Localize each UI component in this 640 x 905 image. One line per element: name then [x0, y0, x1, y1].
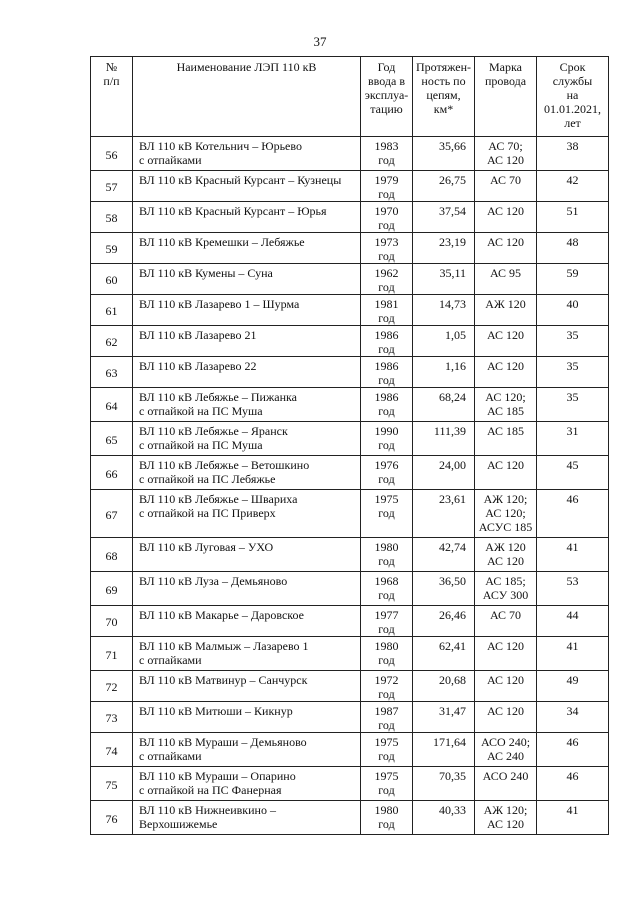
cell-line: АС 120	[486, 673, 525, 687]
cell-wire	[475, 702, 537, 733]
cell-length: 20,68	[413, 671, 475, 702]
cell-line: с отпайкой на ПС Лебяжье	[139, 472, 276, 486]
cell-wire	[475, 264, 537, 295]
cell-line: год	[378, 554, 395, 568]
cell-line: ВЛ 110 кВ Лазарево 21	[139, 328, 257, 342]
cell-line: ВЛ 110 кВ Лебяжье – Ветошкино	[139, 458, 310, 472]
cell-line: ВЛ 110 кВ Малмыж – Лазарево 1	[139, 639, 309, 653]
cell-name	[133, 388, 361, 422]
cell-line: год	[378, 153, 395, 167]
cell-year	[361, 490, 413, 538]
power-lines-table	[90, 56, 609, 835]
cell-line: 1986	[374, 359, 399, 373]
cell-year	[361, 767, 413, 801]
cell-length: 68,24	[413, 388, 475, 422]
cell-year	[361, 702, 413, 733]
cell-life: 41	[537, 637, 609, 671]
cell-line: эксплуа-	[364, 88, 409, 102]
table-row	[91, 733, 609, 767]
header-length	[413, 57, 475, 137]
cell-name	[133, 801, 361, 835]
cell-length: 26,75	[413, 171, 475, 202]
cell-num: 70	[91, 606, 133, 637]
cell-life: 41	[537, 801, 609, 835]
cell-length: 171,64	[413, 733, 475, 767]
cell-num: 62	[91, 326, 133, 357]
page-number: 37	[313, 34, 327, 49]
cell-name	[133, 422, 361, 456]
cell-line: провода	[484, 74, 527, 88]
cell-num: 73	[91, 702, 133, 733]
cell-line: 1983	[374, 139, 399, 153]
header-wire	[475, 57, 537, 137]
cell-line: ВЛ 110 кВ Нижнеивкино –	[139, 803, 276, 817]
cell-line: Год	[377, 60, 396, 74]
cell-line: ВЛ 110 кВ Кумены – Суна	[139, 266, 273, 280]
cell-line: ВЛ 110 кВ Мураши – Опарино	[139, 769, 296, 783]
cell-wire	[475, 357, 537, 388]
cell-num: 66	[91, 456, 133, 490]
cell-line: тацию	[370, 102, 403, 116]
cell-name	[133, 295, 361, 326]
cell-line: год	[378, 438, 395, 452]
cell-line: ВЛ 110 кВ Лазарево 22	[139, 359, 257, 373]
cell-line: 1972	[374, 673, 399, 687]
cell-line: Марка	[489, 60, 522, 74]
cell-wire	[475, 572, 537, 606]
cell-year	[361, 202, 413, 233]
cell-life: 59	[537, 264, 609, 295]
cell-line: год	[378, 718, 395, 732]
cell-line: год	[378, 783, 395, 797]
cell-line: год	[378, 749, 395, 763]
cell-line: 1968	[374, 574, 399, 588]
cell-line: ВЛ 110 кВ Луговая – УХО	[139, 540, 274, 554]
cell-num: 59	[91, 233, 133, 264]
cell-year	[361, 538, 413, 572]
cell-length: 23,61	[413, 490, 475, 538]
cell-line: АС 120	[486, 328, 525, 342]
cell-line: ВЛ 110 кВ Лебяжье – Яранск	[139, 424, 288, 438]
cell-line: ВЛ 110 кВ Лебяжье – Пижанка	[139, 390, 297, 404]
cell-name	[133, 326, 361, 357]
table-row	[91, 137, 609, 171]
cell-year	[361, 671, 413, 702]
cell-line: АС 120	[486, 153, 525, 167]
cell-line: АС 120	[486, 639, 525, 653]
cell-year	[361, 422, 413, 456]
cell-line: АС 120	[486, 704, 525, 718]
cell-wire	[475, 767, 537, 801]
cell-line: ВЛ 110 кВ Мураши – Демьяново	[139, 735, 307, 749]
cell-line: с отпайкой на ПС Фанерная	[139, 783, 282, 797]
table-row	[91, 637, 609, 671]
table-row	[91, 572, 609, 606]
cell-num: 67	[91, 490, 133, 538]
cell-length: 1,16	[413, 357, 475, 388]
cell-line: АС 70	[489, 173, 522, 187]
cell-wire	[475, 801, 537, 835]
cell-name	[133, 767, 361, 801]
cell-name	[133, 202, 361, 233]
cell-year	[361, 295, 413, 326]
table-row	[91, 233, 609, 264]
cell-line: 01.01.2021,	[544, 102, 601, 116]
cell-line: Протяжен-	[416, 60, 471, 74]
cell-line: ВЛ 110 кВ Матвинур – Санчурск	[139, 673, 308, 687]
cell-line: АС 240	[486, 749, 525, 763]
cell-length: 70,35	[413, 767, 475, 801]
cell-line: 1962	[374, 266, 399, 280]
cell-wire	[475, 637, 537, 671]
cell-name	[133, 490, 361, 538]
cell-line: ВЛ 110 кВ Луза – Демьяново	[139, 574, 288, 588]
cell-line: год	[378, 280, 395, 294]
cell-life: 44	[537, 606, 609, 637]
cell-length: 1,05	[413, 326, 475, 357]
cell-line: год	[378, 404, 395, 418]
cell-line: 1990	[374, 424, 399, 438]
table-row	[91, 202, 609, 233]
cell-line: АЖ 120	[485, 540, 526, 554]
cell-wire	[475, 295, 537, 326]
cell-life: 34	[537, 702, 609, 733]
cell-line: год	[378, 817, 395, 831]
cell-line: с отпайкой на ПС Приверх	[139, 506, 276, 520]
cell-year	[361, 606, 413, 637]
cell-line: с отпайками	[139, 653, 202, 667]
cell-line: ВЛ 110 кВ Красный Курсант – Кузнецы	[139, 173, 342, 187]
cell-name	[133, 572, 361, 606]
cell-line: год	[378, 311, 395, 325]
cell-length: 35,66	[413, 137, 475, 171]
cell-length: 37,54	[413, 202, 475, 233]
cell-length: 24,00	[413, 456, 475, 490]
cell-wire	[475, 233, 537, 264]
cell-line: 1980	[374, 803, 399, 817]
table-row	[91, 171, 609, 202]
cell-year	[361, 572, 413, 606]
cell-line: км*	[433, 102, 454, 116]
table-row	[91, 357, 609, 388]
cell-line: ВЛ 110 кВ Макарье – Даровское	[139, 608, 304, 622]
cell-line: АС 185	[486, 424, 525, 438]
cell-life: 42	[537, 171, 609, 202]
cell-line: №	[105, 60, 118, 74]
cell-num: 72	[91, 671, 133, 702]
cell-num: 71	[91, 637, 133, 671]
cell-line: год	[378, 622, 395, 636]
cell-line: АС 120	[486, 235, 525, 249]
cell-life: 45	[537, 456, 609, 490]
cell-line: АС 185;	[485, 574, 526, 588]
table-row	[91, 388, 609, 422]
cell-length: 40,33	[413, 801, 475, 835]
cell-line: АСО 240;	[480, 735, 531, 749]
cell-num: 56	[91, 137, 133, 171]
cell-life: 38	[537, 137, 609, 171]
header-name	[133, 57, 361, 137]
cell-line: 1973	[374, 235, 399, 249]
cell-line: 1986	[374, 328, 399, 342]
cell-year	[361, 264, 413, 295]
cell-name	[133, 171, 361, 202]
cell-line: АС 70	[489, 608, 522, 622]
cell-line: АС 120	[486, 458, 525, 472]
cell-num: 63	[91, 357, 133, 388]
table-row	[91, 671, 609, 702]
cell-line: службы	[552, 74, 593, 88]
cell-line: год	[378, 373, 395, 387]
cell-life: 35	[537, 388, 609, 422]
cell-line: ввода в	[367, 74, 405, 88]
cell-line: Срок	[559, 60, 586, 74]
cell-line: АСО 240	[482, 769, 529, 783]
header-year	[361, 57, 413, 137]
cell-year	[361, 801, 413, 835]
cell-wire	[475, 422, 537, 456]
cell-num: 74	[91, 733, 133, 767]
cell-year	[361, 357, 413, 388]
cell-wire	[475, 171, 537, 202]
cell-life: 51	[537, 202, 609, 233]
cell-life: 53	[537, 572, 609, 606]
cell-line: цепям,	[426, 88, 461, 102]
cell-wire	[475, 326, 537, 357]
cell-line: 1975	[374, 769, 399, 783]
table-row	[91, 606, 609, 637]
cell-line: АС 120	[486, 359, 525, 373]
cell-line: год	[378, 588, 395, 602]
table-row	[91, 801, 609, 835]
cell-line: АСУ 300	[482, 588, 529, 602]
cell-wire	[475, 490, 537, 538]
cell-num: 61	[91, 295, 133, 326]
cell-line: АЖ 120;	[483, 492, 528, 506]
cell-life: 49	[537, 671, 609, 702]
cell-life: 46	[537, 767, 609, 801]
table-row	[91, 422, 609, 456]
header-num	[91, 57, 133, 137]
cell-name	[133, 264, 361, 295]
cell-line: на	[566, 88, 579, 102]
cell-wire	[475, 733, 537, 767]
cell-line: год	[378, 506, 395, 520]
table-row	[91, 767, 609, 801]
cell-line: Верхошижемье	[139, 817, 218, 831]
cell-line: ВЛ 110 кВ Лазарево 1 – Шурма	[139, 297, 300, 311]
cell-line: п/п	[103, 74, 120, 88]
cell-line: АС 120;	[485, 506, 526, 520]
cell-num: 65	[91, 422, 133, 456]
table-header	[91, 57, 609, 137]
cell-num: 69	[91, 572, 133, 606]
cell-line: 1986	[374, 390, 399, 404]
cell-name	[133, 137, 361, 171]
cell-life: 48	[537, 233, 609, 264]
cell-line: ВЛ 110 кВ Лебяжье – Швариха	[139, 492, 298, 506]
cell-line: ВЛ 110 кВ Митюши – Кикнур	[139, 704, 293, 718]
cell-line: год	[378, 187, 395, 201]
cell-line: ВЛ 110 кВ Кремешки – Лебяжье	[139, 235, 305, 249]
cell-line: 1977	[374, 608, 399, 622]
cell-num: 60	[91, 264, 133, 295]
cell-name	[133, 538, 361, 572]
cell-name	[133, 233, 361, 264]
cell-line: с отпайкой на ПС Муша	[139, 404, 263, 418]
cell-line: год	[378, 472, 395, 486]
cell-length: 62,41	[413, 637, 475, 671]
cell-line: 1981	[374, 297, 399, 311]
cell-wire	[475, 606, 537, 637]
cell-length: 111,39	[413, 422, 475, 456]
cell-line: с отпайками	[139, 153, 202, 167]
cell-line: 1980	[374, 639, 399, 653]
cell-life: 46	[537, 490, 609, 538]
cell-length: 42,74	[413, 538, 475, 572]
cell-length: 14,73	[413, 295, 475, 326]
cell-year	[361, 233, 413, 264]
header-life	[537, 57, 609, 137]
cell-line: год	[378, 249, 395, 263]
cell-line: 1980	[374, 540, 399, 554]
cell-life: 46	[537, 733, 609, 767]
table-row	[91, 295, 609, 326]
cell-num: 75	[91, 767, 133, 801]
cell-num: 58	[91, 202, 133, 233]
cell-line: Наименование ЛЭП 110 кВ	[176, 60, 317, 74]
cell-life: 40	[537, 295, 609, 326]
cell-wire	[475, 456, 537, 490]
cell-name	[133, 671, 361, 702]
cell-line: АС 95	[489, 266, 522, 280]
cell-length: 35,11	[413, 264, 475, 295]
cell-line: 1975	[374, 492, 399, 506]
table-row	[91, 326, 609, 357]
cell-line: АС 120	[486, 554, 525, 568]
cell-name	[133, 733, 361, 767]
cell-line: АС 120;	[485, 390, 526, 404]
cell-wire	[475, 538, 537, 572]
cell-year	[361, 733, 413, 767]
cell-line: год	[378, 218, 395, 232]
cell-wire	[475, 388, 537, 422]
cell-year	[361, 456, 413, 490]
cell-line: ность по	[421, 74, 466, 88]
cell-line: год	[378, 653, 395, 667]
cell-line: АСУС 185	[478, 520, 533, 534]
cell-life: 35	[537, 326, 609, 357]
cell-length: 23,19	[413, 233, 475, 264]
cell-name	[133, 456, 361, 490]
cell-num: 57	[91, 171, 133, 202]
cell-life: 31	[537, 422, 609, 456]
cell-wire	[475, 202, 537, 233]
cell-year	[361, 326, 413, 357]
cell-year	[361, 171, 413, 202]
table-row	[91, 538, 609, 572]
table-row	[91, 264, 609, 295]
cell-year	[361, 137, 413, 171]
cell-line: 1975	[374, 735, 399, 749]
cell-line: АС 120	[486, 817, 525, 831]
cell-name	[133, 357, 361, 388]
cell-line: ВЛ 110 кВ Котельнич – Юрьево	[139, 139, 302, 153]
cell-length: 36,50	[413, 572, 475, 606]
cell-line: 1976	[374, 458, 399, 472]
cell-line: АЖ 120;	[483, 803, 528, 817]
cell-line: АС 185	[486, 404, 525, 418]
cell-num: 76	[91, 801, 133, 835]
cell-num: 68	[91, 538, 133, 572]
table-row	[91, 702, 609, 733]
cell-name	[133, 606, 361, 637]
cell-line: с отпайкой на ПС Муша	[139, 438, 263, 452]
cell-length: 31,47	[413, 702, 475, 733]
cell-year	[361, 388, 413, 422]
cell-year	[361, 637, 413, 671]
cell-line: с отпайками	[139, 749, 202, 763]
cell-line: год	[378, 687, 395, 701]
cell-life: 35	[537, 357, 609, 388]
cell-line: лет	[564, 116, 581, 130]
cell-line: АЖ 120	[485, 297, 526, 311]
cell-length: 26,46	[413, 606, 475, 637]
cell-line: АС 120	[486, 204, 525, 218]
cell-line: ВЛ 110 кВ Красный Курсант – Юрья	[139, 204, 327, 218]
cell-line: год	[378, 342, 395, 356]
cell-num: 64	[91, 388, 133, 422]
cell-wire	[475, 137, 537, 171]
cell-wire	[475, 671, 537, 702]
table-row	[91, 456, 609, 490]
cell-line: 1987	[374, 704, 399, 718]
cell-line: 1970	[374, 204, 399, 218]
cell-line: АС 70;	[488, 139, 523, 153]
cell-name	[133, 702, 361, 733]
cell-line: 1979	[374, 173, 399, 187]
table-row	[91, 490, 609, 538]
table-body	[91, 137, 609, 835]
cell-life: 41	[537, 538, 609, 572]
cell-name	[133, 637, 361, 671]
